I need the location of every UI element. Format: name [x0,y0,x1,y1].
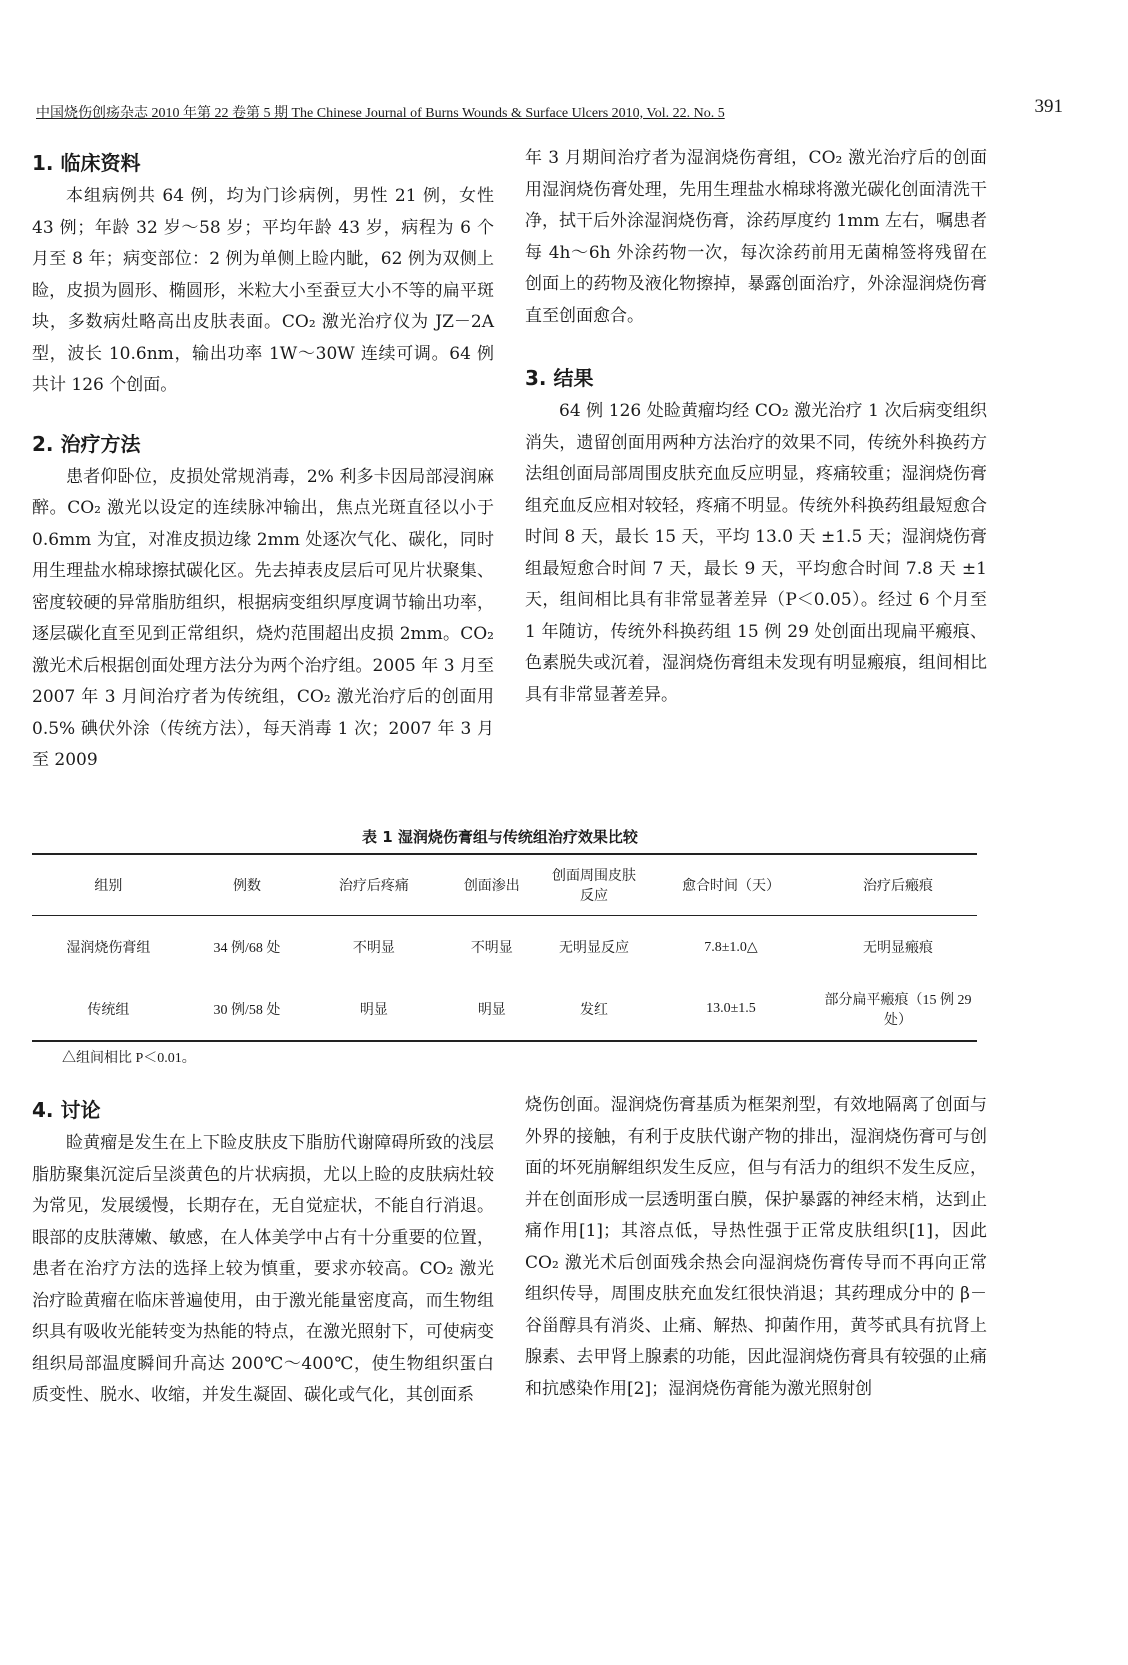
section-spacer [32,402,494,424]
table-cell: 发红 [579,1003,608,1018]
table-note: △组间相比 P＜0.01。 [62,1051,196,1066]
table-cell: 13.0±1.5 [706,1001,756,1016]
table-row [32,978,977,1041]
table-row [32,916,977,979]
table-cell: 传统组 [87,1003,130,1018]
table-caption: 表 1 湿润烧伤膏组与传统组治疗效果比较 [362,828,638,846]
table-cell: 不明显 [470,941,513,956]
results-table-wrapper [32,853,977,1042]
table-header-row [32,854,977,916]
journal-line: 中国烧伤创疡杂志 2010 年第 22 卷第 5 期 The Chinese Journal of Burns Wounds & Surface Ulcers 2010, Vol. 22. No. 5 [36,106,725,121]
paragraph-treatment-left: 患者仰卧位，皮损处常规消毒，2% 利多卡因局部浸润麻醉。CO₂ 激光以设定的连续脉冲输出，焦点光斑直径以小于 0.6mm 为宜，对准皮损边缘 2mm 处逐次气化、碳化，同时用生理盐水棉球擦拭碳化区。先去掉表皮层后可见片状聚集、密度较硬的异常脂肪组织，根据病变组织厚度调节输出功率，逐层碳化直至见到正常组织，烧灼范围超出皮损 2mm。CO₂ 激光术后根据创面处理方法分为两个治疗组。2005 年 3 月至 2007 年 3 月间治疗者为传统组，CO₂ 激光治疗后的创面用 0.5% 碘伏外涂（传统方法），每天消毒 1 次；2007 年 3 月至 2009 [32,466,494,770]
table-cell: 34 例/68 处 [213,941,281,956]
paragraph-results: 64 例 126 处睑黄瘤均经 CO₂ 激光治疗 1 次后病变组织消失，遗留创面用两种方法治疗的效果不同，传统外科换药方法组创面局部周围皮肤充血反应明显，疼痛较重；湿润烧伤膏组充血反应相对较轻，疼痛不明显。传统外科换药组最短愈合时间 8 天，最长 15 天，平均 13.0 天 ±1.5 天；湿润烧伤膏组最短愈合时间 7 天，最长 9 天，平均愈合时间 7.8 天 ±1 天，组间相比具有非常显著差异（P＜0.05）。经过 6 个月至 1 年随访，传统外科换药组 15 例 29 处创面出现扁平瘢痕、色素脱失或沉着，湿润烧伤膏组未发现有明显瘢痕，组间相比具有非常显著差异。 [525,401,987,705]
section-heading-discussion: 4. 讨论 [32,1098,101,1122]
table-cell: 无明显反应 [558,941,629,956]
table-header-cell: 治疗后疼痛 [338,879,409,894]
table-header-cell: 创面渗出 [463,879,520,894]
table-header-cell: 愈合时间（天） [681,879,780,894]
table-cell: 30 例/58 处 [213,1003,281,1018]
section-spacer [525,332,987,358]
section-heading-treatment: 2. 治疗方法 [32,431,141,456]
journal-header [30,96,1075,128]
paragraph-discussion-left: 睑黄瘤是发生在上下睑皮肤皮下脂肪代谢障碍所致的浅层脂肪聚集沉淀后呈淡黄色的片状病损，尤以上睑的皮肤病灶较为常见，发展缓慢，长期存在，无自觉症状，不能自行消退。眼部的皮肤薄嫩、敏感，在人体美学中占有十分重要的位置，患者在治疗方法的选择上较为慎重，要求亦较高。CO₂ 激光治疗睑黄瘤在临床普遍使用，由于激光能量密度高，而生物组织具有吸收光能转变为热能的特点，在激光照射下，可使病变组织局部温度瞬间升高达 200℃～400℃，使生物组织蛋白质变性、脱水、收缩，并发生凝固、碳化或气化，其创面系 [32,1133,494,1405]
table-header-cell: 创面周围皮肤反应 [551,869,636,904]
right-column-bottom [525,1090,987,1405]
table-header-cell: 组别 [94,879,123,894]
results-table [32,853,977,1042]
paragraph-treatment-right: 年 3 月期间治疗者为湿润烧伤膏组，CO₂ 激光治疗后的创面用湿润烧伤膏处理，先用生理盐水棉球将激光碳化创面清洗干净，拭干后外涂湿润烧伤膏，涂药厚度约 1mm 左右，嘱患者每 4h～6h 外涂药物一次，每次涂药前用无菌棉签将残留在创面上的药物及液化物擦掉，暴露创面治疗，外涂湿润烧伤膏直至创面愈合。 [525,148,987,326]
table-cell: 7.8±1.0△ [704,939,758,955]
table-cell: 部分扁平瘢痕（15 例 29 处） [824,993,972,1028]
section-heading-clinical: 1. 临床资料 [32,151,141,175]
table-cell: 明显 [359,1003,388,1018]
table-cell: 无明显瘢痕 [863,941,933,956]
table-cell: 不明显 [352,941,395,956]
right-column-top [525,143,987,711]
table-cell: 明显 [477,1003,506,1018]
paragraph-clinical: 本组病例共 64 例，均为门诊病例，男性 21 例，女性 43 例；年龄 32 岁～58 岁；平均年龄 43 岁，病程为 6 个月至 8 年；病变部位：2 例为单侧上睑内眦，62 例为双侧上睑，皮损为圆形、椭圆形，米粒大小至蚕豆大小不等的扁平斑块，多数病灶略高出皮肤表面。CO₂ 激光治疗仪为 JZ－2A 型，波长 10.6nm，输出功率 1W～30W 连续可调。64 例共计 126 个创面。 [32,186,494,395]
table-header-cell: 治疗后瘢痕 [863,879,933,894]
table-cell: 湿润烧伤膏组 [66,941,151,956]
paragraph-discussion-right: 烧伤创面。湿润烧伤膏基质为框架剂型，有效地隔离了创面与外界的接触，有利于皮肤代谢产物的排出，湿润烧伤膏可与创面的坏死崩解组织发生反应，但与有活力的组织不发生反应，并在创面形成一层透明蛋白膜，保护暴露的神经末梢，达到止痛作用[1]；其溶点低，导热性强于正常皮肤组织[1]，因此 CO₂ 激光术后创面残余热会向湿润烧伤膏传导而不再向正常组织传导，周围皮肤充血发红很快消退；其药理成分中的 β－谷甾醇具有消炎、止痛、解热、抑菌作用，黄芩甙具有抗肾上腺素、去甲肾上腺素的功能，因此湿润烧伤膏具有较强的止痛和抗感染作用[2]；湿润烧伤膏能为激光照射创 [525,1095,987,1399]
left-column-top [32,143,494,777]
left-column-bottom [32,1090,494,1412]
table-header-cell: 例数 [232,879,261,894]
page-number: 391 [1034,96,1063,117]
section-heading-results: 3. 结果 [525,366,594,390]
